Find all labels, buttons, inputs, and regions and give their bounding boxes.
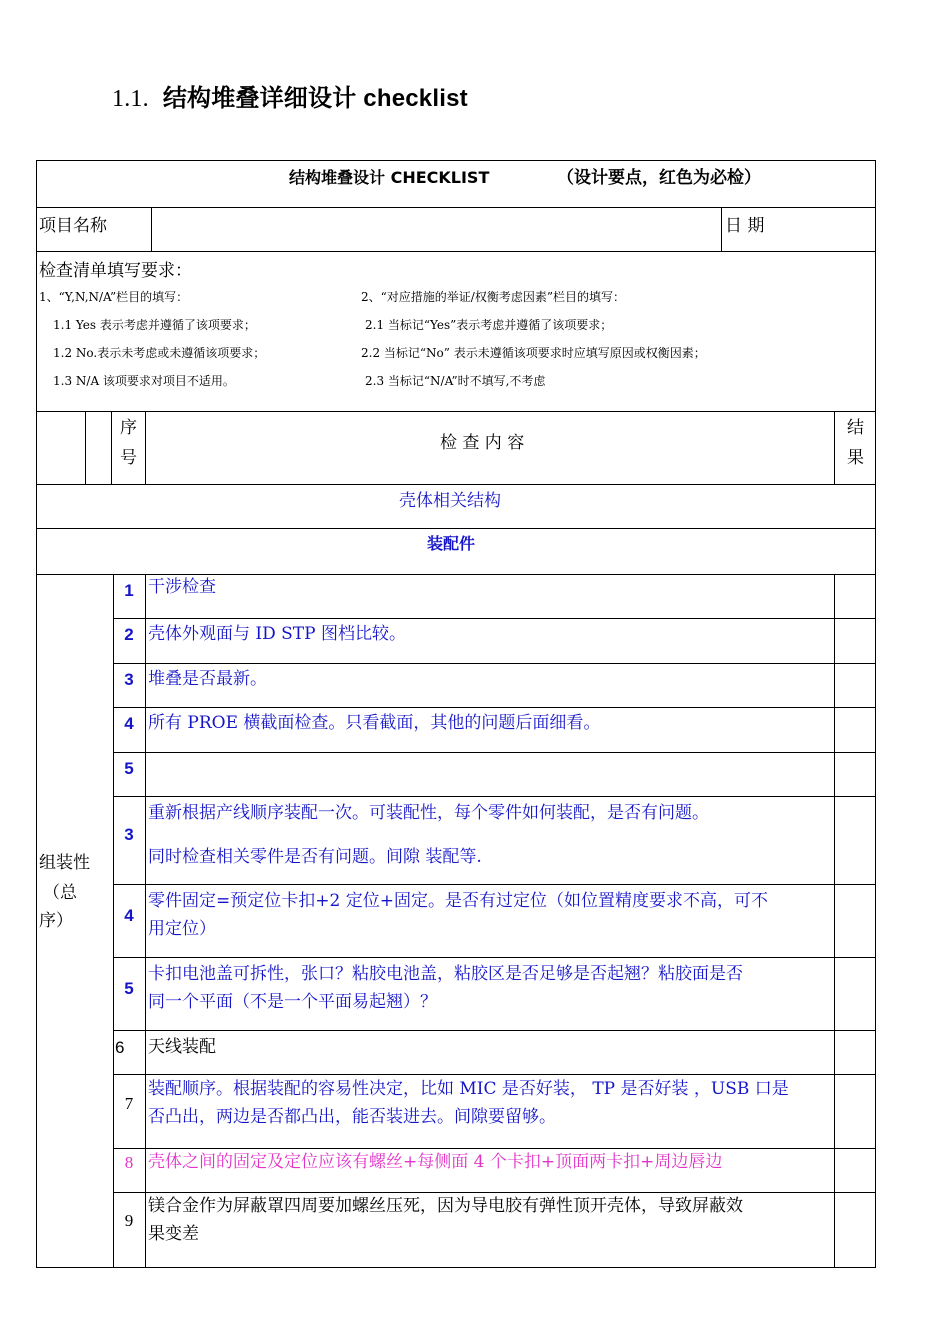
group-label-line3: 序）: [39, 911, 73, 931]
req-left-3: 1.2 No.表示未考虑或未遵循该项要求；: [53, 346, 266, 360]
col-seq-bottom: 号: [120, 448, 137, 468]
req-right-3: 2.2 当标记“No” 表示未遵循该项要求时应填写原因或权衡因素；: [361, 346, 706, 360]
row-content-line2: 否凸出，两边是否都凸出，能否装进去。间隙要留够。: [148, 1107, 556, 1127]
section-title: 壳体相关结构: [399, 491, 501, 511]
row-seq: 3: [124, 825, 134, 844]
project-name-label: 项目名称: [39, 216, 107, 236]
table-title: 结构堆叠设计 CHECKLIST: [289, 168, 490, 187]
row-seq: 4: [124, 906, 134, 925]
row-content: 所有 PROE 横截面检查。只看截面，其他的问题后面细看。: [148, 713, 601, 733]
row-seq: 9: [124, 1211, 134, 1230]
req-right-1: 2、“对应措施的举证/权衡考虑因素”栏目的填写：: [361, 290, 625, 304]
req-left-2: 1.1 Yes 表示考虑并遵循了该项要求；: [53, 318, 256, 332]
col-seq-top: 序: [120, 418, 137, 438]
row-seq: 5: [124, 759, 134, 778]
subsection-title: 装配件: [427, 534, 476, 553]
row-content: 重新根据产线顺序装配一次。可装配性，每个零件如何装配，是否有问题。: [148, 803, 709, 823]
row-content-line2: 同时检查相关零件是否有问题。间隙 装配等.: [148, 847, 482, 867]
row-content: 零件固定=预定位卡扣+2 定位+固定。是否有过定位（如位置精度要求不高，可不: [148, 891, 768, 911]
row-content: 镁合金作为屏蔽罩四周要加螺丝压死，因为导电胶有弹性顶开壳体，导致屏蔽效: [148, 1196, 743, 1216]
group-label-line2: （总: [43, 883, 77, 903]
row-content: 天线装配: [148, 1037, 216, 1057]
row-seq: 2: [124, 625, 134, 644]
requirements-title: 检查清单填写要求：: [39, 261, 192, 281]
group-label-line1: 组装性: [39, 853, 90, 873]
row-content-line2: 果变差: [148, 1224, 199, 1244]
col-result-bottom: 果: [847, 448, 864, 468]
date-label: 日 期: [725, 216, 765, 236]
row-seq: 5: [124, 979, 134, 998]
row-seq: 3: [124, 670, 134, 689]
heading-title: 结构堆叠详细设计 checklist: [162, 85, 468, 112]
col-result-top: 结: [847, 418, 864, 438]
row-seq: 4: [124, 714, 134, 733]
row-content: 干涉检查: [148, 577, 216, 597]
checklist-table: [36, 160, 876, 1268]
row-seq: 6: [115, 1038, 125, 1057]
row-content-line2: 用定位）: [148, 919, 216, 939]
row-content: 卡扣电池盖可拆性，张口？粘胶电池盖，粘胶区是否足够是否起翘？粘胶面是否: [148, 964, 743, 984]
row-content: 堆叠是否最新。: [148, 669, 267, 689]
row-seq: 8: [124, 1153, 134, 1172]
req-right-4: 2.3 当标记“N/A”时不填写,不考虑: [365, 374, 546, 388]
table-title-note: （设计要点，红色为必检）: [557, 168, 761, 188]
req-left-1: 1、“Y,N,N/A”栏目的填写：: [39, 290, 189, 304]
row-content: 装配顺序。根据装配的容易性决定，比如 MIC 是否好装， TP 是否好装 ，USB 口是: [148, 1079, 789, 1099]
req-left-4: 1.3 N/A 该项要求对项目不适用。: [53, 374, 235, 388]
section-heading: [112, 78, 468, 113]
row-seq: 1: [124, 581, 134, 600]
col-content-header: 检 查 内 容: [440, 433, 525, 453]
row-content: 壳体外观面与 ID STP 图档比较。: [148, 624, 406, 644]
row-content: 壳体之间的固定及定位应该有螺丝+每侧面 4 个卡扣+顶面两卡扣+周边唇边: [148, 1152, 723, 1172]
row-content-line2: 同一个平面（不是一个平面易起翘）？: [148, 992, 437, 1012]
row-seq: 7: [124, 1094, 134, 1113]
heading-number: 1.1.: [112, 86, 149, 112]
req-right-2: 2.1 当标记“Yes”表示考虑并遵循了该项要求；: [365, 318, 613, 332]
